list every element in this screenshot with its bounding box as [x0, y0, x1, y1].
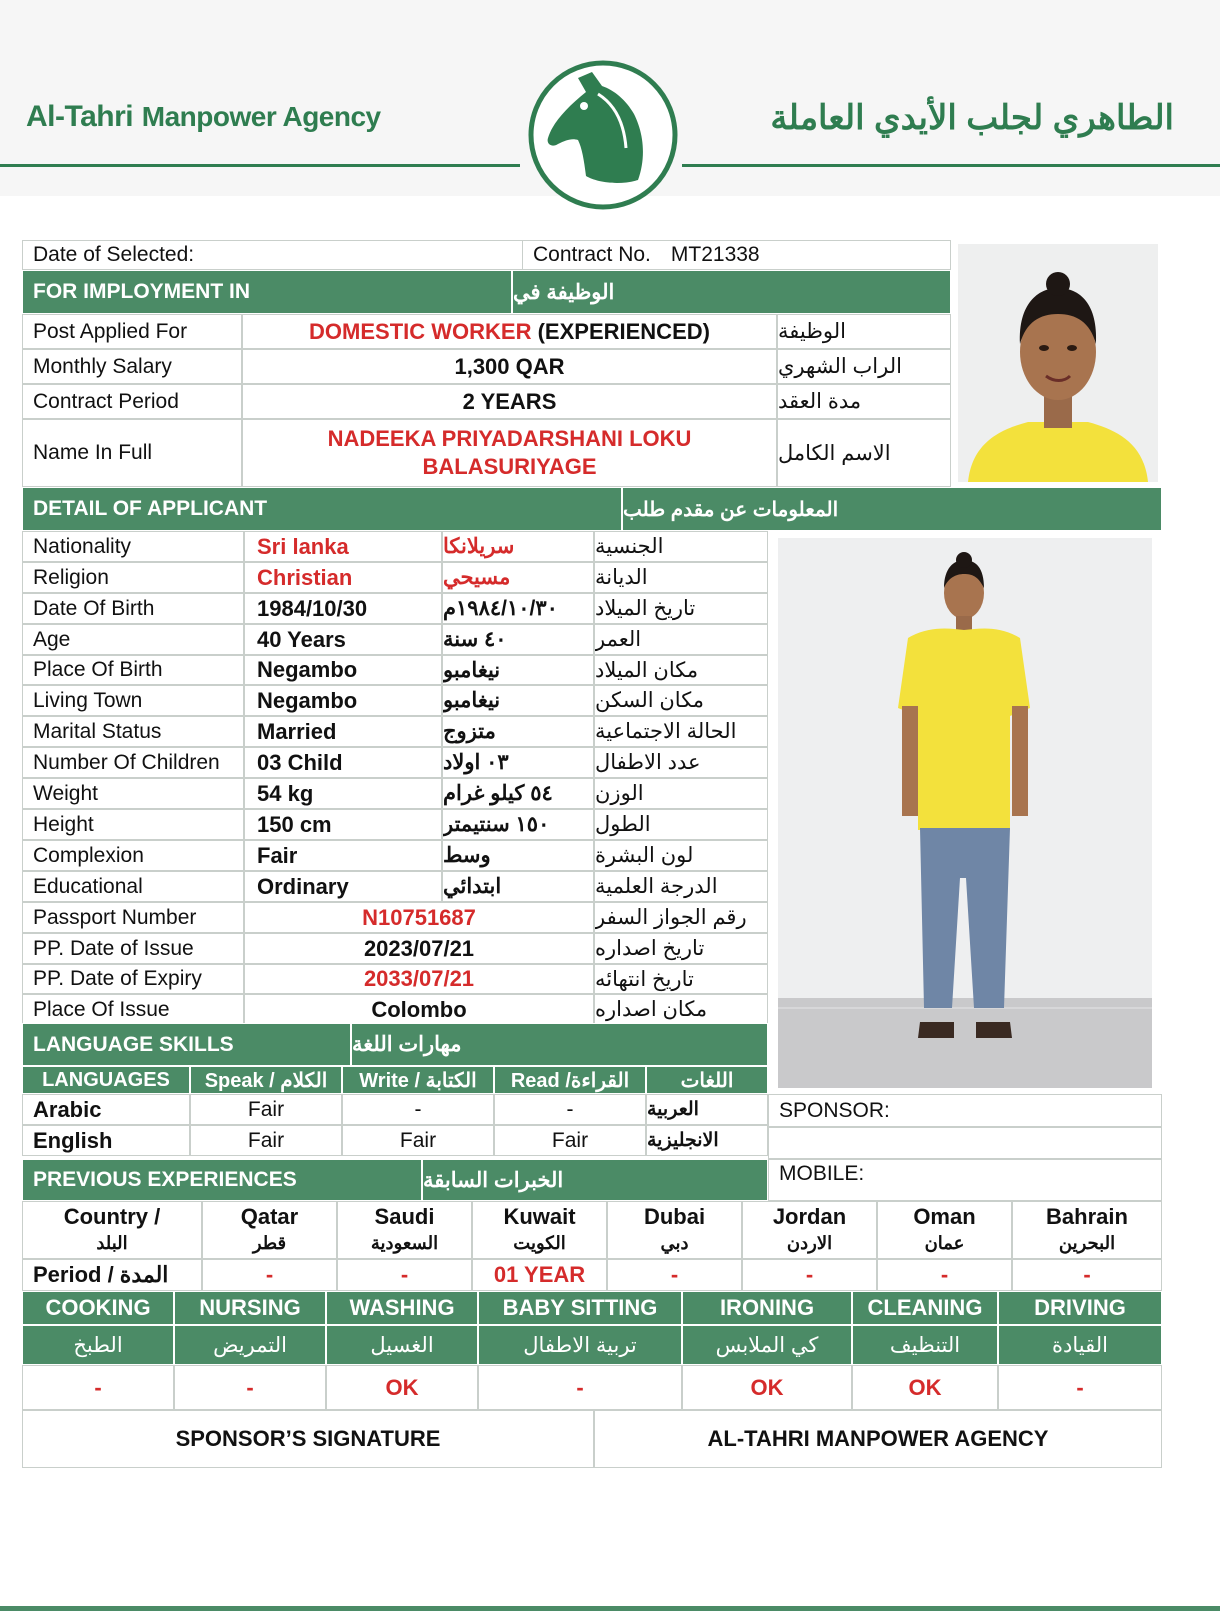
salary-label: Monthly Salary — [22, 349, 242, 384]
skill-name-ar: الطبخ — [22, 1325, 174, 1365]
detail-label-ar: الوزن — [594, 778, 768, 809]
country-cell — [202, 1201, 337, 1259]
language-read: - — [494, 1094, 646, 1125]
country-period: - — [742, 1259, 877, 1291]
language-name-ar: العربية — [646, 1094, 768, 1125]
passport-value: 2023/07/21 — [244, 933, 594, 964]
detail-value-ar: وسط — [442, 840, 594, 871]
contract-period-label-ar: مدة العقد — [777, 384, 951, 419]
agency-signature: AL-TAHRI MANPOWER AGENCY — [594, 1410, 1162, 1468]
detail-label: Date Of Birth — [22, 593, 244, 624]
passport-label: Passport Number — [22, 902, 244, 933]
skill-name-ar: كي الملابس — [682, 1325, 852, 1365]
detail-value-ar: ٠٣ اولاد — [442, 747, 594, 778]
country-cell — [472, 1201, 607, 1259]
language-section-title: LANGUAGE SKILLS — [22, 1023, 351, 1066]
country-name: Bahrain — [1046, 1204, 1128, 1229]
detail-value: Ordinary — [244, 871, 442, 902]
skill-status: - — [22, 1365, 174, 1410]
detail-label-ar: مكان السكن — [594, 685, 768, 716]
experience-section-title-ar: الخبرات السابقة — [422, 1159, 768, 1201]
detail-value-ar: نيغامبو — [442, 685, 594, 716]
date-selected: Date of Selected: — [22, 240, 523, 270]
detail-label: Religion — [22, 562, 244, 593]
detail-label: Educational — [22, 871, 244, 902]
detail-value: Negambo — [244, 685, 442, 716]
passport-label: Place Of Issue — [22, 994, 244, 1025]
experience-section-title: PREVIOUS EXPERIENCES — [22, 1159, 422, 1201]
language-column-header: Read /القراءة — [494, 1066, 646, 1094]
detail-label-ar: مكان الميلاد — [594, 655, 768, 685]
skill-name: DRIVING — [998, 1291, 1162, 1325]
passport-label: PP. Date of Issue — [22, 933, 244, 964]
passport-label-ar: مكان اصداره — [594, 994, 768, 1025]
contract-number: Contract No. MT21338 — [522, 240, 951, 270]
detail-label-ar: تاريخ الميلاد — [594, 593, 768, 624]
language-speak: Fair — [190, 1125, 342, 1156]
country-name-ar: دبي — [660, 1233, 689, 1253]
country-name: Oman — [913, 1204, 976, 1229]
skill-status: - — [478, 1365, 682, 1410]
skill-name-ar: التنظيف — [852, 1325, 998, 1365]
detail-value: Married — [244, 716, 442, 747]
skill-name-ar: القيادة — [998, 1325, 1162, 1365]
detail-label: Age — [22, 624, 244, 655]
skill-status: OK — [326, 1365, 478, 1410]
header-rule-right — [682, 164, 1220, 167]
employment-section-title-ar: الوظيفة في — [512, 270, 951, 314]
skill-name: NURSING — [174, 1291, 326, 1325]
agency-name-ar: الطاهري لجلب الأيدي العاملة — [770, 99, 1174, 137]
skill-status: OK — [852, 1365, 998, 1410]
detail-value-ar: ١٩٨٤/١٠/٣٠م — [442, 593, 594, 624]
country-name: Saudi — [374, 1204, 435, 1229]
country-name-ar: الاردن — [786, 1233, 833, 1253]
country-label-ar: البلد — [96, 1233, 128, 1253]
full-body-illustration — [778, 538, 1152, 1088]
detail-label-ar: لون البشرة — [594, 840, 768, 871]
detail-value-ar: متزوج — [442, 716, 594, 747]
passport-label-ar: تاريخ انتهائه — [594, 964, 768, 994]
language-write: - — [342, 1094, 494, 1125]
language-column-header: Write / الكتابة — [342, 1066, 494, 1094]
detail-value: 1984/10/30 — [244, 593, 442, 624]
full-name-label-ar: الاسم الكامل — [777, 419, 951, 487]
letterhead — [0, 0, 1220, 196]
detail-value: Fair — [244, 840, 442, 871]
detail-value: Negambo — [244, 655, 442, 685]
country-name: Qatar — [240, 1204, 299, 1229]
detail-value-ar: مسيحي — [442, 562, 594, 593]
post-value: DOMESTIC WORKER (EXPERIENCED) — [242, 314, 777, 349]
country-period: - — [877, 1259, 1012, 1291]
applicant-section-title: DETAIL OF APPLICANT — [22, 487, 622, 531]
country-period: - — [1012, 1259, 1162, 1291]
language-name: Arabic — [22, 1094, 190, 1125]
detail-label-ar: الطول — [594, 809, 768, 840]
country-label: Country / — [63, 1204, 161, 1229]
employment-section-title: FOR IMPLOYMENT IN — [22, 270, 512, 314]
detail-value-ar: ١٥٠ سنتيمتر — [442, 809, 594, 840]
passport-value: 2033/07/21 — [244, 964, 594, 994]
detail-label-ar: الدرجة العلمية — [594, 871, 768, 902]
applicant-section-title-ar: المعلومات عن مقدم طلب — [622, 487, 1162, 531]
mobile-label: MOBILE: — [768, 1159, 1162, 1201]
language-write: Fair — [342, 1125, 494, 1156]
skill-status: - — [998, 1365, 1162, 1410]
passport-label-ar: رقم الجواز السفر — [594, 902, 768, 933]
detail-value-ar: ٥٤ كيلو غرام — [442, 778, 594, 809]
header-rule-left — [0, 164, 520, 167]
country-name: Kuwait — [503, 1204, 576, 1229]
passport-label-ar: تاريخ اصداره — [594, 933, 768, 964]
detail-value: Sri lanka — [244, 531, 442, 562]
skill-name: BABY SITTING — [478, 1291, 682, 1325]
skill-name: CLEANING — [852, 1291, 998, 1325]
country-cell — [742, 1201, 877, 1259]
sponsor-value — [768, 1127, 1162, 1159]
detail-value: 03 Child — [244, 747, 442, 778]
detail-label-ar: عدد الاطفال — [594, 747, 768, 778]
detail-value: 150 cm — [244, 809, 442, 840]
detail-label-ar: العمر — [594, 624, 768, 655]
skill-status: OK — [682, 1365, 852, 1410]
country-name: Jordan — [772, 1204, 847, 1229]
country-period: 01 YEAR — [472, 1259, 607, 1291]
detail-label: Marital Status — [22, 716, 244, 747]
detail-value: 54 kg — [244, 778, 442, 809]
footer-rule — [0, 1606, 1220, 1611]
full-body-photo — [778, 538, 1152, 1088]
detail-label-ar: الحالة الاجتماعية — [594, 716, 768, 747]
country-name: Dubai — [643, 1204, 706, 1229]
detail-value-ar: سريلانكا — [442, 531, 594, 562]
language-name-ar: الانجليزية — [646, 1125, 768, 1156]
detail-value-ar: نيغامبو — [442, 655, 594, 685]
detail-label: Place Of Birth — [22, 655, 244, 685]
detail-label: Height — [22, 809, 244, 840]
country-name-ar: عمان — [924, 1233, 965, 1253]
detail-label-ar: الجنسية — [594, 531, 768, 562]
language-read: Fair — [494, 1125, 646, 1156]
language-name: English — [22, 1125, 190, 1156]
post-label: Post Applied For — [22, 314, 242, 349]
contract-period-label: Contract Period — [22, 384, 242, 419]
detail-label: Complexion — [22, 840, 244, 871]
salary-label-ar: الراب الشهري — [777, 349, 951, 384]
detail-label: Weight — [22, 778, 244, 809]
full-name-value: NADEEKA PRIYADARSHANI LOKU BALASURIYAGE — [242, 419, 777, 487]
skill-name-ar: تربية الاطفال — [478, 1325, 682, 1365]
country-cell — [1012, 1201, 1162, 1259]
full-name-label: Name In Full — [22, 419, 242, 487]
detail-label: Number Of Children — [22, 747, 244, 778]
language-column-header: LANGUAGES — [22, 1066, 190, 1094]
country-name-ar: الكويت — [513, 1233, 566, 1253]
country-name-ar: البحرين — [1058, 1233, 1116, 1253]
detail-value: Christian — [244, 562, 442, 593]
sponsor-signature: SPONSOR’S SIGNATURE — [22, 1410, 594, 1468]
horse-logo-icon — [526, 58, 680, 212]
country-cell — [337, 1201, 472, 1259]
sponsor-label: SPONSOR: — [768, 1094, 1162, 1127]
detail-label: Nationality — [22, 531, 244, 562]
agency-name-en: Al-Tahri Manpower Agency — [26, 100, 381, 133]
country-period: - — [202, 1259, 337, 1291]
portrait-photo — [958, 244, 1158, 482]
language-section-title-ar: مهارات اللغة — [351, 1023, 768, 1066]
period-label: Period / المدة — [22, 1259, 202, 1291]
post-label-ar: الوظيفة — [777, 314, 951, 349]
skill-name: WASHING — [326, 1291, 478, 1325]
country-cell — [607, 1201, 742, 1259]
country-name-ar: السعودية — [370, 1233, 439, 1253]
skill-status: - — [174, 1365, 326, 1410]
skill-name-ar: الغسيل — [326, 1325, 478, 1365]
detail-label: Living Town — [22, 685, 244, 716]
detail-value: 40 Years — [244, 624, 442, 655]
country-name-ar: قطر — [252, 1233, 287, 1253]
language-column-header: Speak / الكلام — [190, 1066, 342, 1094]
detail-value-ar: ابتدائي — [442, 871, 594, 902]
skill-name-ar: التمريض — [174, 1325, 326, 1365]
country-period: - — [607, 1259, 742, 1291]
passport-label: PP. Date of Expiry — [22, 964, 244, 994]
language-speak: Fair — [190, 1094, 342, 1125]
detail-label-ar: الديانة — [594, 562, 768, 593]
skill-name: IRONING — [682, 1291, 852, 1325]
passport-value: Colombo — [244, 994, 594, 1025]
salary-value: 1,300 QAR — [242, 349, 777, 384]
language-column-header: اللغات — [646, 1066, 768, 1094]
country-period: - — [337, 1259, 472, 1291]
country-header-cell — [22, 1201, 202, 1259]
passport-value: N10751687 — [244, 902, 594, 933]
contract-period-value: 2 YEARS — [242, 384, 777, 419]
country-cell — [877, 1201, 1012, 1259]
skill-name: COOKING — [22, 1291, 174, 1325]
detail-value-ar: ٤٠ سنة — [442, 624, 594, 655]
portrait-illustration — [958, 244, 1158, 482]
